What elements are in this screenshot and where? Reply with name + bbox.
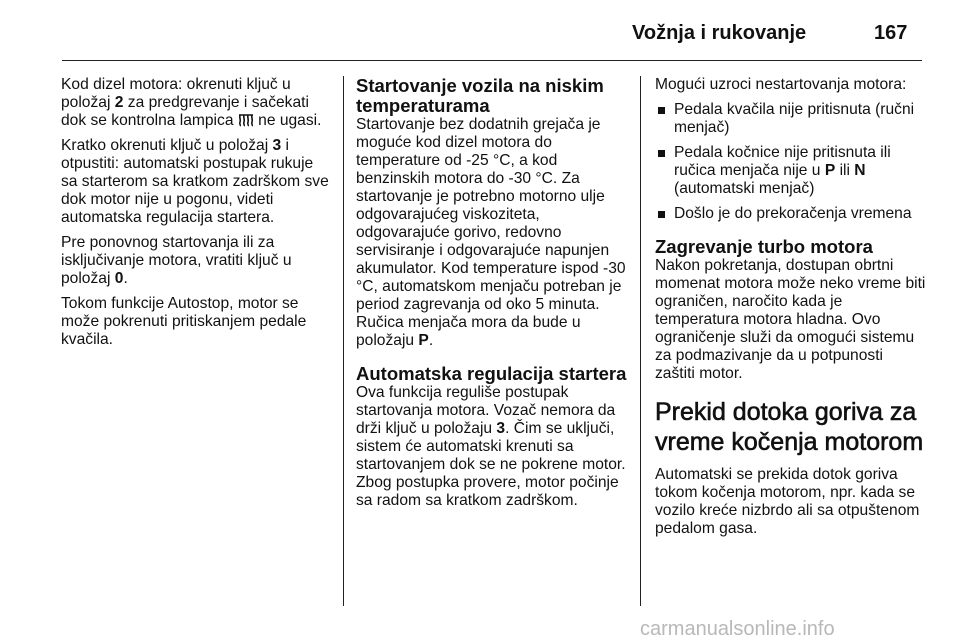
column-right	[655, 76, 927, 545]
watermark: carmanualsonline.info	[640, 618, 835, 640]
column-divider	[343, 76, 344, 606]
heading: Zagrevanje turbo motora	[655, 236, 873, 257]
key-position: 3	[496, 420, 506, 437]
paragraph: Startovanje bez dodatnih grejača je moguće kod dizel motora do temperature od -25 °C, a kod benzinskih motora do -30 °C. Za startovanje je potrebno motorno ulje odgovarajućeg viskoziteta, odgovarajuće gorivo, redovno servisiranje i odgovarajuće napunjen akumulator. Kod temperature ispod -30 °C, automatskom menjaču potreban je period zagrevanja od oko 5 minuta. Ručica menjača mora da bude u položaju P.	[356, 116, 626, 349]
paragraph: Automatski se prekida dotok goriva tokom kočenja motorom, npr. kada se vozilo kreće nizbrdo ali sa otpuštenom pedalom gasa.	[655, 466, 920, 537]
bullet-square-icon	[658, 107, 665, 114]
gear-position: N	[854, 162, 866, 179]
paragraph: Mogući uzroci nestartovanja motora:	[655, 76, 907, 93]
list-item: Pedala kočnice nije pritisnuta ili ručica menjača nije u P ili N (automatski menjač)	[655, 144, 927, 198]
page-number: 167	[874, 22, 908, 44]
list-item: Došlo je do prekoračenja vremena	[655, 205, 927, 223]
bullet-list	[655, 101, 927, 223]
column-middle	[356, 76, 628, 517]
gear-position: P	[824, 162, 836, 179]
key-position: 0	[114, 270, 124, 287]
glow-plug-icon	[238, 113, 254, 127]
bullet-square-icon	[658, 150, 665, 157]
heading: Automatska regulacija startera	[356, 363, 627, 384]
page-header	[0, 0, 960, 60]
column-left	[61, 76, 333, 356]
paragraph: Nakon pokretanja, dostupan obrtni momenat motora može neko vreme biti ograničen, naročito kada je temperatura motora hladna. Ovo ograničenje služi da omogući sistemu za podmazivanje da u potpunosti zaštiti motor.	[655, 257, 926, 382]
list-item: Pedala kvačila nije pritisnuta (ručni menjač)	[655, 101, 927, 137]
heading: Startovanje vozila na niskim temperaturama	[356, 75, 604, 116]
key-position: 2	[114, 94, 124, 111]
paragraph: Ova funkcija reguliše postupak startovanja motora. Vozač nemora da drži ključ u položaju 3. Čim se uključi, sistem će automatski krenuti sa startovanjem dok se ne pokrene motor. Zbog postupka provere, motor počinje sa radom sa kratkom zadrškom.	[356, 384, 626, 509]
gear-position: P	[418, 332, 429, 349]
section-title: Vožnja i rukovanje	[632, 22, 807, 44]
key-position: 3	[272, 137, 282, 154]
bullet-square-icon	[658, 211, 665, 218]
paragraph: Kratko okrenuti ključ u položaj 3 i otpustiti: automatski postupak rukuje sa starterom sa kratkom zadrškom sve dok motor nije u pogonu, videti automatska regulacija startera.	[61, 137, 329, 226]
paragraph: Tokom funkcije Autostop, motor se može pokrenuti pritiskanjem pedale kvačila.	[61, 295, 307, 348]
header-rule	[62, 60, 922, 61]
section-heading: Prekid dotoka goriva za vreme kočenja motorom	[655, 398, 924, 456]
paragraph: Pre ponovnog startovanja ili za isključivanje motora, vratiti ključ u položaj 0.	[61, 234, 292, 287]
column-divider	[640, 76, 641, 606]
paragraph: Kod dizel motora: okrenuti ključ u položaj 2 za predgrevanje i sačekati dok se kontrolna lampica ne ugasi.	[61, 76, 322, 129]
